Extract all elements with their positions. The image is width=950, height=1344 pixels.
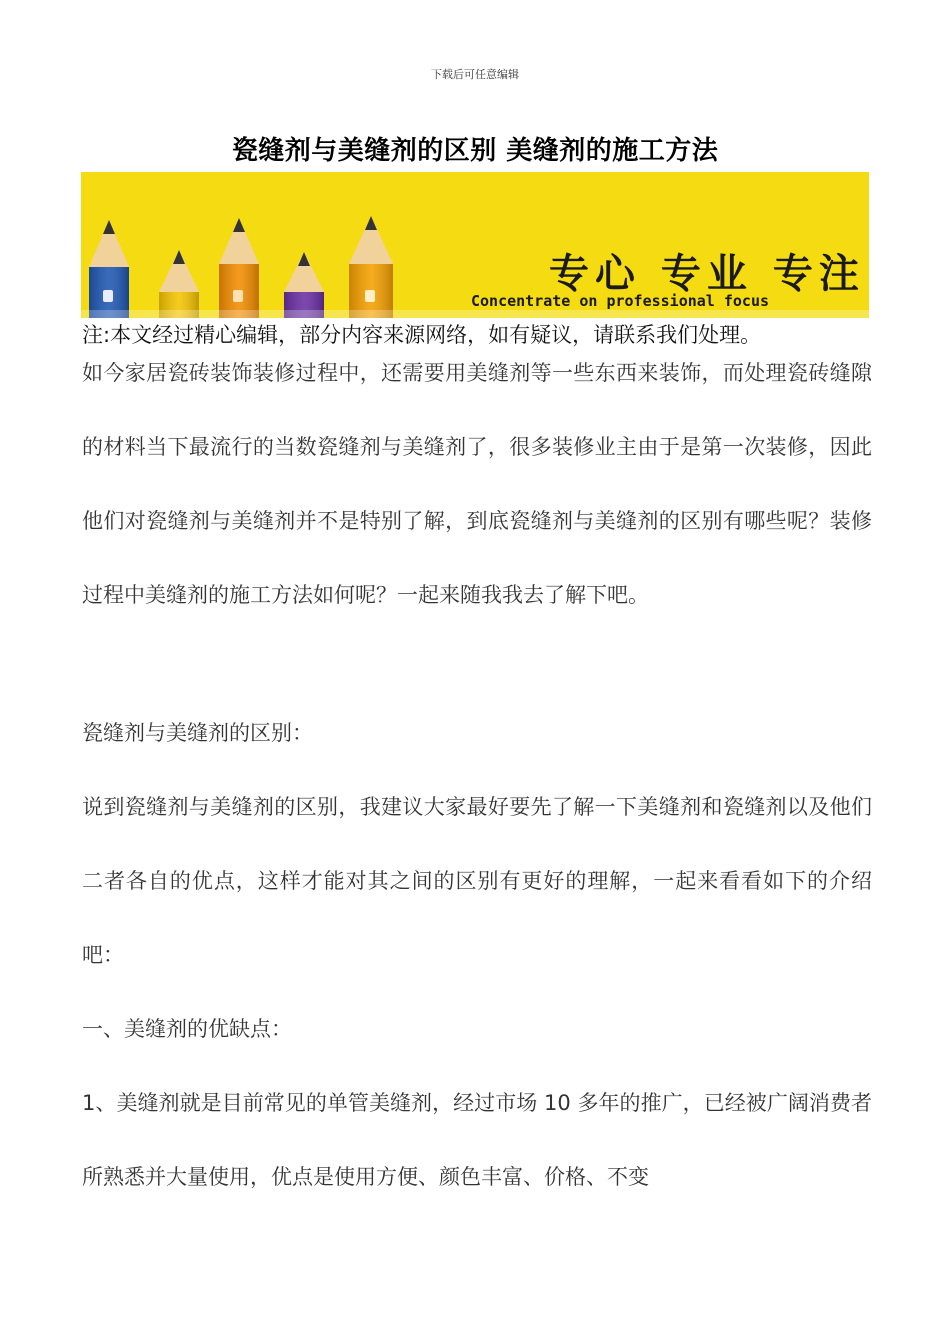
banner-image xyxy=(81,172,869,318)
pencil-orange-icon xyxy=(219,218,259,318)
pencil-blue-icon xyxy=(89,220,129,318)
paragraph-difference: 说到瓷缝剂与美缝剂的区别，我建议大家最好要先了解一下美缝剂和瓷缝剂以及他们二者各自的优点，这样才能对其之间的区别有更好的理解，一起来看看如下的介绍吧： xyxy=(82,795,872,967)
editor-notice: 注:本文经过精心编辑，部分内容来源网络，如有疑议，请联系我们处理。 xyxy=(82,323,762,347)
header-note: 下载后可任意编辑 xyxy=(431,68,519,81)
banner-slogan: 专心 专业 专注 xyxy=(549,251,865,297)
paragraph-intro: 如今家居瓷砖装饰装修过程中，还需要用美缝剂等一些东西来装饰，而处理瓷砖缝隙的材料当下最流行的当数瓷缝剂与美缝剂了，很多装修业主由于是第一次装修，因此他们对瓷缝剂与美缝剂并不是特别了解，到底瓷缝剂与美缝剂的区别有哪些呢？装修过程中美缝剂的施工方法如何呢？一起来随我我去了解下吧。 xyxy=(82,361,872,607)
paragraph-heading-pros-cons: 一、美缝剂的优缺点： xyxy=(82,1017,292,1041)
pencil-purple-icon xyxy=(284,252,324,318)
paragraph-item-1: 1、美缝剂就是目前常见的单管美缝剂，经过市场 10 多年的推广，已经被广阔消费者所熟悉并大量使用，优点是使用方便、颜色丰富、价格、不变 xyxy=(82,1091,872,1189)
pencil-yellow-icon xyxy=(159,250,199,318)
paragraph-heading-difference: 瓷缝剂与美缝剂的区别： xyxy=(82,721,313,745)
document-title: 瓷缝剂与美缝剂的区别 美缝剂的施工方法 xyxy=(231,136,719,166)
banner-slogan-english: Concentrate on professional focus xyxy=(471,292,770,310)
pencil-amber-icon xyxy=(349,216,393,318)
